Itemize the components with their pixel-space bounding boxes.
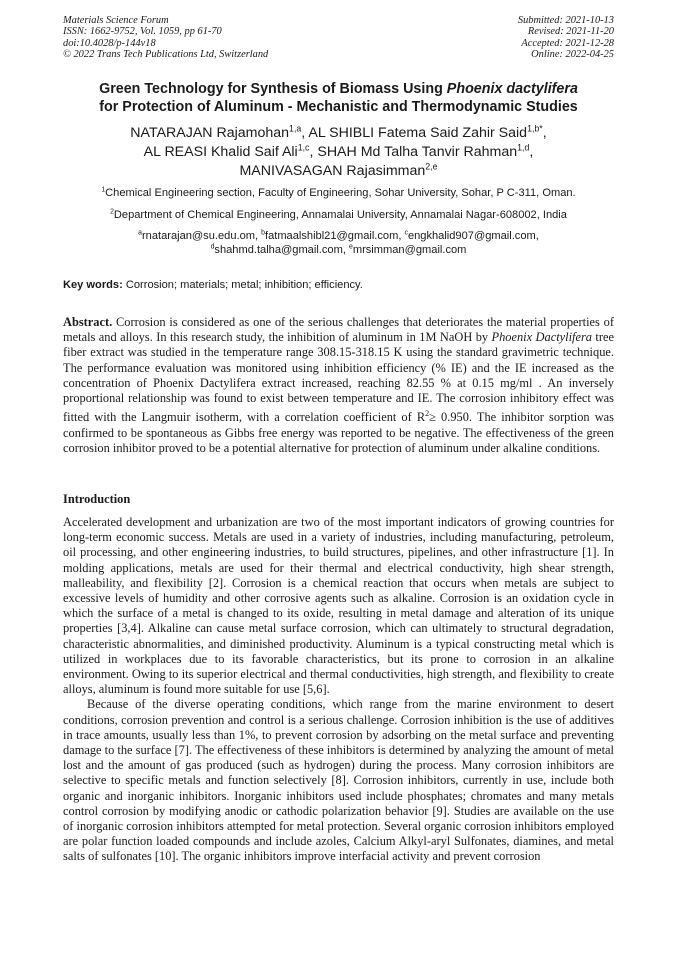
copyright: © 2022 Trans Tech Publications Ltd, Switzerland [63,48,269,60]
online-date: Online: 2022-04-25 [531,48,614,60]
paper-title [63,80,614,116]
publication-dates [518,15,614,60]
author-3: AL REASI Khalid Saif Ali [143,144,298,160]
keywords-text: Corrosion; materials; metal; inhibition; efficiency. [122,279,363,291]
email-a[interactable]: rnatarajan@su.edu.om, [141,230,262,242]
affiliation-1: $^1$Chemical Engineering section, Faculty of Engineering, Sohar University, Sohar, P C-311, Oman. [101,186,576,199]
keywords [63,278,614,292]
affiliation-2: $^2$Department of Chemical Engineering, Annamalai University, Annamalai Nagar-608002, India [110,208,567,221]
email-e[interactable]: mrsimman@gmail.com [352,244,467,256]
author-1: NATARAJAN Rajamohan [130,125,290,141]
revised-date: Revised: 2021-11-20 [527,26,614,38]
journal-info [63,15,268,60]
author-list: NATARAJAN Rajamohan$^{1,a}$, AL SHIBLI Fatema Said Zahir Said$^{1,b*}$, AL REASI Khalid Saif Ali$^{1,c}$, SHAH Md Talha Tanvir Rahman$^{1,d}$, MANIVASAGAN Rajasimman$^{2,e}$ [130,123,547,179]
section-heading-introduction: Introduction [63,492,131,506]
author-2: , AL SHIBLI Fatema Said Zahir Said [301,125,528,141]
journal-name: Materials Science Forum [63,15,169,26]
issn: ISSN: 1662-9752, Vol. 1059, pp 61-70 [63,26,222,38]
intro-paragraph-2: Because of the diverse operating conditions, which range from the marine environment to desert conditions, corrosion prevention and control is a serious challenge. Corrosion inhibition is the use of additives in trace amounts, usually less than 1%, to prevent corrosion by adsorbing on the metal surface and preventing damage to the surface [7]. The effectiveness of these inhibitors is determined by analyzing the amount of metal lost and the amount of gas produced (such as hydrogen) during the process. Many corrosion inhibitors are selective to specific metals and function selectively [8]. Corrosion inhibitors, currently in use, include both organic and inorganic inhibitors. Inorganic inhibitors used include phosphates; chromates and many metals control corrosion by modifying anodic or cathodic polarization behavior [9]. Studies are available on the use of inorganic corrosion inhibitors attempted for metal protection. Several organic corrosion inhibitors employed are polar function loaded compounds and include azoles, Calcium Alkyl-aryl Sulfonates, diamines, and metal salts of sulfonates [10]. The organic inhibitors improve interfacial activity and prevent corrosion [63,697,614,864]
email-d[interactable]: shahmd.talha@gmail.com, [214,244,349,256]
intro-paragraph-1: Accelerated development and urbanization are two of the most important indicators of growing countries for long-term economic success. Metals are used in a variety of industries, including manufacturing, petroleum, oil processing, and other engineering industries, to build structures, pipelines, and other infrastructure [1]. In molding applications, metals are used for their thermal and electrical conductivity, high shear strength, malleability, and flexibility [2]. Corrosion is a chemical reaction that occurs when metals are subject to excessive levels of humidity and other corrosive agents such as alkaline. Corrosion is an oxidation cycle in which the surface of a metal is changed to its oxide, resulting in metal damage and alteration of its unique properties [3,4]. Alkaline can cause metal surface corrosion, which can ultimately to structural degradation, characteristic abnormalities, and diminished productivity. Aluminum is a typical constructing metal which is utilized in workplaces due to its favorable characteristics, but its prone to corrosion in an alkaline environment. Owing to its superior electrical and thermal conductivities, high strength, and flexibility to create alloys, aluminum is found more suitable for use [5,6]. [63,515,614,697]
email-b[interactable]: fatmaalshibl21@gmail.com, [264,230,405,242]
title-line1: Green Technology for Synthesis of Biomass Using [99,81,447,97]
author-emails: $^a$rnatarajan@su.edu.om, $^b$fatmaalshibl21@gmail.com, $^c$engkhalid907@gmail.com, $^d$shahmd.talha@gmail.com, $^e$mrsimman@gmail.com [138,229,539,256]
accepted-date: Accepted: 2021-12-28 [521,37,614,49]
doi: doi:10.4028/p-144v18 [63,37,156,49]
introduction-body [63,515,614,865]
author-5: MANIVASAGAN Rajasimman [239,163,426,179]
abstract-label: Abstract. [63,315,113,329]
author-4: , SHAH Md Talha Tanvir Rahman [309,144,518,160]
keywords-label: Key words: [63,279,123,291]
submitted-date: Submitted: 2021-10-13 [517,15,614,26]
abstract: Abstract. Corrosion is considered as one of the serious challenges that deteriorates the material properties of metals and alloys. In this research study, the inhibition of aluminum in 1M NaOH by Phoenix Dactylifera tree fiber extract was studied in the temperature range 308.15-318.15 K using the standard gravimetric technique. The performance evaluation was monitored using inhibition efficiency (% IE) and the IE increased as the concentration of Phoenix Dactylifera extract increased, reaching 82.55 % at 0.15 mg/ml . An inversely proportional relationship was found to exist between temperature and IE. The corrosion inhibitory effect was fitted with the Langmuir isotherm, with a correlation coefficient of $R^2\ge 0.950$. The inhibitor sorption was confirmed to be spontaneous as Gibbs free energy was reported to be negative. The effectiveness of the green corrosion inhibitor proved to be a potential alternative for protection of aluminum under alkaline conditions. [63,315,615,455]
title-line2: for Protection of Aluminum - Mechanistic and Thermodynamic Studies [99,99,578,115]
title-species: Phoenix dactylifera [446,81,578,97]
email-c[interactable]: engkhalid907@gmail.com, [407,230,539,242]
